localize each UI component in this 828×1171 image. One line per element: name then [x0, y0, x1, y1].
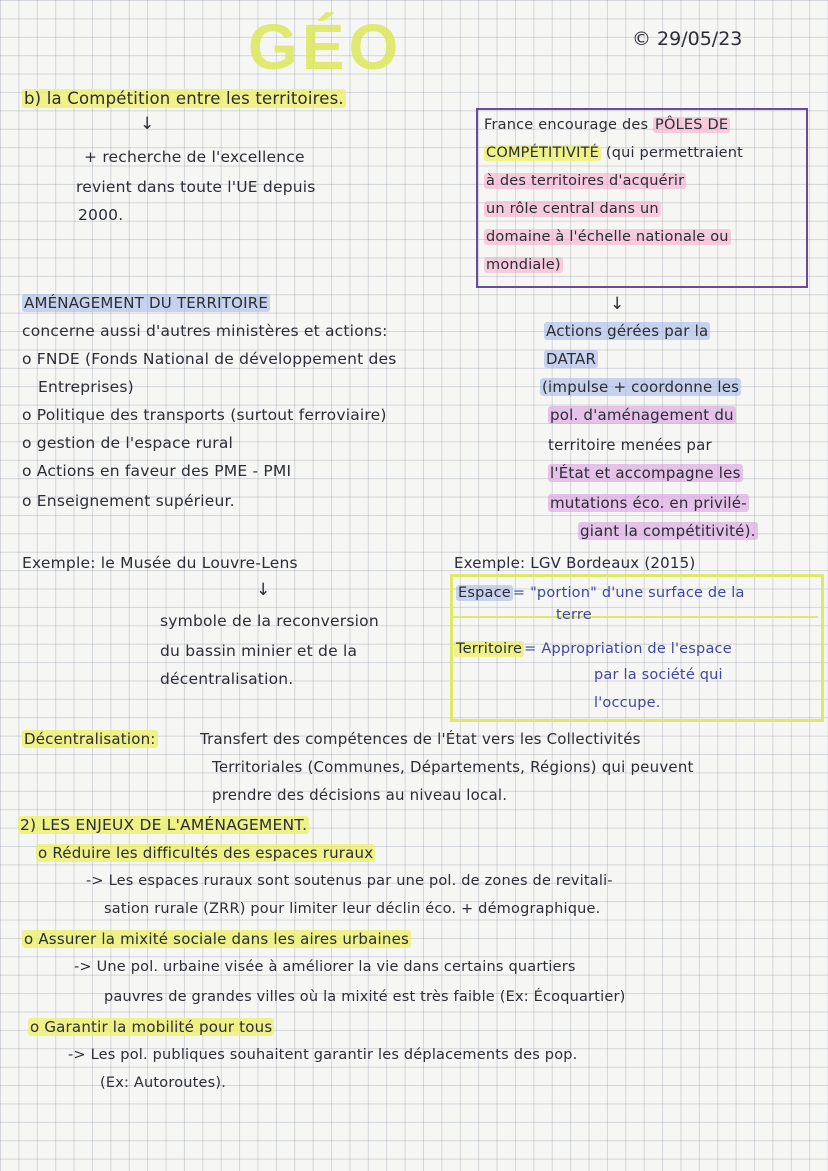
definition-territoire-3: l'occupe.	[594, 695, 661, 711]
definitions-divider	[452, 616, 818, 618]
section-b-line-2: revient dans toute l'UE depuis	[76, 178, 316, 196]
amenagement-intro: concerne aussi d'autres ministères et actions:	[22, 322, 388, 340]
date-stamp: © 29/05/23	[632, 28, 743, 50]
section-b-line-3: 2000.	[78, 206, 124, 224]
box-line-5: domaine à l'échelle nationale ou	[486, 229, 729, 245]
arrow-down-icon: ↓	[610, 294, 625, 314]
page-title: GÉO	[248, 11, 403, 83]
enjeu-3-title: o Garantir la mobilité pour tous	[30, 1018, 273, 1036]
section-b-line-1: + recherche de l'excellence	[84, 148, 305, 166]
definition-espace: Espace = "portion" d'une surface de la	[458, 585, 745, 601]
enjeu-2-line-2: pauvres de grandes villes où la mixité est très faible (Ex: Écoquartier)	[104, 989, 626, 1005]
box-line-3: à des territoires d'acquérir	[486, 173, 685, 189]
datar-line-5: territoire menées par	[548, 436, 712, 454]
amenagement-item-4: o Actions en faveur des PME - PMI	[22, 462, 292, 480]
amenagement-item-5: o Enseignement supérieur.	[22, 492, 235, 510]
definition-espace-2: terre	[556, 607, 592, 623]
datar-line-2: DATAR	[546, 350, 597, 368]
example-lgv: Exemple: LGV Bordeaux (2015)	[454, 554, 696, 572]
box-line-2: COMPÉTITIVITÉ (qui permettraient	[486, 145, 744, 161]
date-text: 29/05/23	[657, 28, 743, 50]
datar-line-7: mutations éco. en privilé-	[550, 494, 747, 512]
decentralisation-label: Décentralisation:	[24, 730, 156, 748]
definition-territoire: Territoire = Appropriation de l'espace	[456, 641, 732, 657]
datar-line-6: l'État et accompagne les	[550, 464, 741, 482]
enjeu-1-title: o Réduire les difficultés des espaces ruraux	[38, 844, 374, 862]
enjeu-1-line-1: -> Les espaces ruraux sont soutenus par une pol. de zones de revitali-	[86, 873, 613, 889]
enjeu-3-line-2: (Ex: Autoroutes).	[100, 1075, 227, 1091]
enjeu-1-line-2: sation rurale (ZRR) pour limiter leur déclin éco. + démographique.	[104, 901, 601, 917]
box-line-4: un rôle central dans un	[486, 201, 659, 217]
enjeux-heading: 2) LES ENJEUX DE L'AMÉNAGEMENT.	[20, 816, 308, 834]
amenagement-item-1: o FNDE (Fonds National de développement des	[22, 350, 397, 368]
example-louvre-line-2: du bassin minier et de la	[160, 642, 358, 660]
decentralisation-line-3: prendre des décisions au niveau local.	[212, 786, 508, 804]
arrow-down-icon: ↓	[256, 580, 271, 600]
section-b-heading: b) la Compétition entre les territoires.	[24, 89, 344, 108]
enjeu-3-line-1: -> Les pol. publiques souhaitent garantir les déplacements des pop.	[68, 1047, 578, 1063]
enjeu-2-line-1: -> Une pol. urbaine visée à améliorer la vie dans certains quartiers	[74, 959, 576, 975]
example-louvre-label: Exemple: le Musée du Louvre-Lens	[22, 554, 298, 572]
datar-line-3: (impulse + coordonne les	[542, 378, 740, 396]
decentralisation-line-1: Transfert des compétences de l'État vers les Collectivités	[200, 730, 641, 748]
datar-line-8: giant la compétitivité).	[580, 522, 756, 540]
amenagement-item-3: o gestion de l'espace rural	[22, 434, 234, 452]
box-line-1: France encourage des PÔLES DE	[484, 117, 729, 133]
example-louvre-line-1: symbole de la reconversion	[160, 612, 379, 630]
datar-line-1: Actions gérées par la	[546, 322, 709, 340]
datar-line-4: pol. d'aménagement du	[550, 406, 734, 424]
arrow-down-icon: ↓	[140, 114, 155, 134]
decentralisation-line-2: Territoriales (Communes, Départements, Régions) qui peuvent	[212, 758, 694, 776]
amenagement-heading: AMÉNAGEMENT DU TERRITOIRE	[24, 294, 269, 312]
amenagement-item-2: o Politique des transports (surtout ferroviaire)	[22, 406, 387, 424]
amenagement-item-1b: Entreprises)	[38, 378, 134, 396]
box-line-6: mondiale)	[486, 257, 561, 273]
enjeu-2-title: o Assurer la mixité sociale dans les aires urbaines	[24, 930, 410, 948]
example-louvre-line-3: décentralisation.	[160, 670, 294, 688]
definition-territoire-2: par la société qui	[594, 667, 723, 683]
